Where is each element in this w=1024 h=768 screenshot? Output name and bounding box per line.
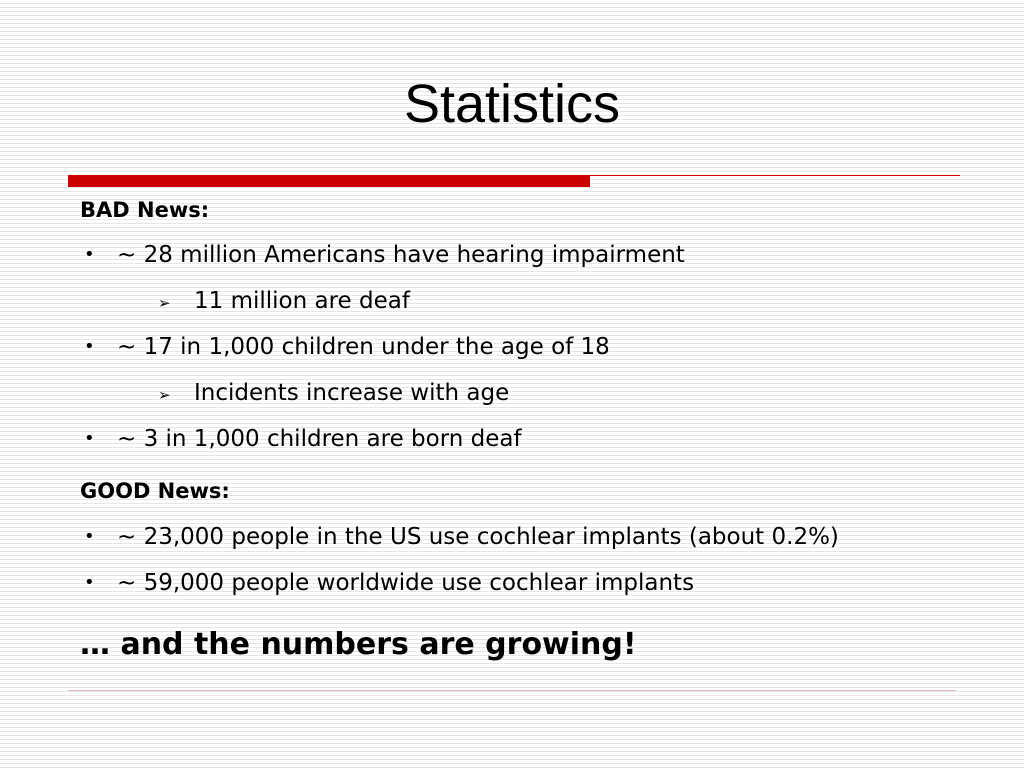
bad-news-subitem-1-text: 11 million are deaf (194, 288, 410, 314)
bullet-icon: • (84, 526, 95, 547)
bad-news-subitem-2-text: Incidents increase with age (194, 380, 510, 406)
bullet-icon: • (84, 336, 95, 357)
bad-news-item-1-text: ~ 28 million Americans have hearing impairment (117, 242, 685, 268)
title-underline-thick (68, 175, 590, 187)
good-news-heading: GOOD News: (80, 479, 230, 503)
title-underline-thin (590, 175, 960, 176)
arrow-bullet-icon: ➢ (158, 386, 171, 404)
bullet-icon: • (84, 428, 95, 449)
good-news-item-1-text: ~ 23,000 people in the US use cochlear implants (about 0.2%) (117, 524, 839, 550)
good-news-item-2-text: ~ 59,000 people worldwide use cochlear implants (117, 570, 695, 596)
slide-title: Statistics (403, 74, 621, 134)
bad-news-item-3-text: ~ 3 in 1,000 children are born deaf (117, 426, 522, 452)
closing-statement: … and the numbers are growing! (80, 627, 637, 662)
bullet-icon: • (84, 572, 95, 593)
bad-news-item-2-text: ~ 17 in 1,000 children under the age of 18 (117, 334, 610, 360)
arrow-bullet-icon: ➢ (158, 294, 171, 312)
bad-news-heading: BAD News: (80, 198, 210, 222)
bullet-icon: • (84, 244, 95, 265)
footer-divider (68, 690, 956, 691)
